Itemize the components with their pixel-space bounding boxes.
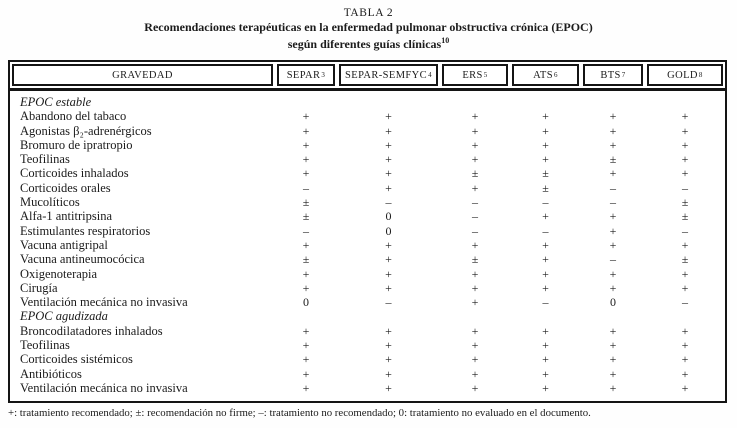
row-label: Vacuna antineumocócica [20, 252, 145, 267]
row-label: Cirugía [20, 280, 58, 295]
row-label: Estimulantes respiratorios [20, 223, 151, 238]
recommendation-value: + [609, 223, 617, 238]
recommendation-value: + [609, 166, 617, 181]
column-header-label: SEPAR [286, 69, 321, 81]
recommendation-value: + [302, 380, 310, 395]
recommendation-value: + [385, 266, 392, 281]
recommendation-value: + [609, 237, 617, 252]
row-label: Mucolíticos [20, 195, 80, 210]
recommendation-value: + [385, 380, 392, 395]
recommendation-value [275, 95, 337, 109]
recommendation-value: + [681, 137, 689, 152]
column-header-label: ATS [533, 69, 553, 81]
recommendation-value: + [385, 137, 392, 152]
table-row [10, 181, 725, 195]
recommendation-value: + [681, 338, 689, 353]
recommendation-value: – [303, 180, 309, 195]
recommendation-value: + [542, 380, 549, 395]
row-label: Vacuna antigripal [20, 237, 108, 252]
recommendation-value: 0 [385, 223, 392, 238]
recommendation-value: + [471, 366, 479, 381]
table-footnote: +: tratamiento recomendado; ±: recomendación no firme; –: tratamiento no recomendado; 0: tratamiento no evaluado en el documento. [8, 407, 591, 419]
column-header-box: SEPAR-SEMFYC 4 [339, 64, 438, 86]
recommendation-value: – [542, 223, 549, 238]
recommendations-table [8, 60, 727, 403]
recommendation-value: + [385, 180, 392, 195]
recommendation-value: ± [302, 252, 310, 267]
recommendation-value: + [542, 323, 549, 338]
table-row [10, 338, 725, 352]
recommendation-value [645, 309, 725, 323]
column-header-box: SEPAR 3 [277, 64, 335, 86]
recommendation-value: – [682, 180, 688, 195]
recommendation-value [510, 309, 581, 323]
recommendation-value: + [609, 323, 617, 338]
recommendation-value: + [609, 352, 617, 367]
recommendation-value: – [610, 195, 616, 210]
recommendation-value: ± [471, 252, 479, 267]
recommendation-value: + [385, 166, 392, 181]
recommendation-value: 0 [303, 295, 309, 310]
recommendation-value: – [610, 252, 616, 267]
recommendation-value: ± [471, 166, 479, 181]
recommendation-value: + [471, 352, 479, 367]
column-header-gold [645, 62, 725, 88]
table-row [10, 252, 725, 266]
column-header-separ-semfyc [337, 62, 440, 88]
column-header-label: ERS [462, 69, 483, 81]
table-row [10, 238, 725, 252]
recommendation-value: + [471, 137, 479, 152]
recommendation-value: + [385, 280, 392, 295]
recommendation-value: – [472, 195, 478, 210]
column-header-box: BTS 7 [583, 64, 643, 86]
recommendation-value: + [681, 109, 689, 124]
recommendation-value: + [471, 266, 479, 281]
recommendation-value: – [542, 195, 549, 210]
recommendation-value: 0 [385, 209, 392, 224]
table-row [10, 138, 725, 152]
recommendation-value: + [681, 152, 689, 167]
recommendation-value: + [681, 266, 689, 281]
table-row [10, 267, 725, 281]
table-body [10, 91, 725, 401]
table-row [10, 295, 725, 309]
recommendation-value: + [302, 166, 310, 181]
recommendation-value [510, 95, 581, 109]
column-header-label: BTS [600, 69, 621, 81]
recommendation-value: + [302, 266, 310, 281]
column-header-box: ATS 6 [512, 64, 579, 86]
column-header-ats [510, 62, 581, 88]
column-header-label: GRAVEDAD [112, 69, 173, 81]
row-label: Corticoides inhalados [20, 166, 129, 181]
row-label: EPOC agudizada [20, 309, 108, 324]
column-header-box [12, 64, 273, 86]
recommendation-value: + [609, 380, 617, 395]
column-header-label: GOLD [667, 69, 698, 81]
row-label: Bromuro de ipratropio [20, 137, 133, 152]
recommendation-value: + [302, 323, 310, 338]
recommendation-value: – [610, 180, 616, 195]
row-label: Teofilinas [20, 152, 70, 167]
recommendation-value: – [472, 209, 478, 224]
recommendation-value [337, 309, 440, 323]
recommendation-value: ± [681, 209, 689, 224]
recommendation-value: + [471, 109, 479, 124]
row-label: Corticoides sistémicos [20, 352, 133, 367]
recommendation-value: + [681, 166, 689, 181]
recommendation-value: – [472, 223, 478, 238]
column-header-box: ERS 5 [442, 64, 508, 86]
recommendation-value: + [542, 280, 549, 295]
column-header-gravedad [10, 62, 275, 88]
recommendation-value: + [302, 237, 310, 252]
recommendation-value: ± [302, 209, 310, 224]
recommendation-value: + [302, 137, 310, 152]
recommendation-value: + [542, 123, 549, 138]
recommendation-value: ± [302, 195, 310, 210]
recommendation-value: 0 [610, 295, 616, 310]
table-row [10, 381, 725, 395]
recommendation-value [337, 95, 440, 109]
recommendation-value: + [609, 280, 617, 295]
row-label: Abandono del tabaco [20, 109, 127, 124]
recommendation-value [275, 309, 337, 323]
recommendation-value: + [542, 338, 549, 353]
recommendation-value: – [385, 195, 392, 210]
recommendation-value: ± [542, 166, 549, 181]
table-row [10, 324, 725, 338]
recommendation-value [440, 309, 510, 323]
row-label: Alfa-1 antitripsina [20, 209, 112, 224]
table-row [10, 224, 725, 238]
recommendation-value [581, 95, 645, 109]
recommendation-value: + [302, 109, 310, 124]
recommendation-value: + [385, 123, 392, 138]
table-title-line2-text: según diferentes guías clínicas [287, 37, 442, 51]
recommendation-value: + [471, 338, 479, 353]
recommendation-value: + [385, 252, 392, 267]
recommendation-value: + [471, 295, 479, 310]
table-row [10, 166, 725, 180]
recommendation-value: – [542, 295, 549, 310]
recommendation-value: – [385, 295, 392, 310]
table-row [10, 209, 725, 223]
recommendation-value: + [471, 380, 479, 395]
recommendation-value: + [302, 352, 310, 367]
table-row [10, 352, 725, 366]
recommendation-value: – [682, 223, 688, 238]
column-header-bts [581, 62, 645, 88]
column-header-box: GOLD 8 [647, 64, 723, 86]
recommendation-value: + [609, 137, 617, 152]
recommendation-value: + [471, 323, 479, 338]
recommendation-value: + [681, 280, 689, 295]
row-label: Antibióticos [20, 366, 82, 381]
row-label: Corticoides orales [20, 180, 111, 195]
row-label: Agonistas β₂-adrenérgicos [20, 123, 152, 138]
table-row [10, 152, 725, 166]
recommendation-value: + [542, 252, 549, 267]
row-label: Oxigenoterapia [20, 266, 98, 281]
recommendation-value: + [471, 180, 479, 195]
recommendation-value: + [542, 352, 549, 367]
table-title-line1: Recomendaciones terapéuticas en la enfermedad pulmonar obstructiva crónica (EPOC) [144, 20, 593, 34]
section-row [10, 95, 725, 109]
row-label: Broncodilatadores inhalados [20, 323, 163, 338]
recommendation-value: + [302, 152, 310, 167]
recommendation-value: + [471, 237, 479, 252]
table-row [10, 367, 725, 381]
recommendation-value: ± [681, 252, 689, 267]
table-number: TABLA 2 [343, 7, 394, 19]
recommendation-value: + [542, 209, 549, 224]
recommendation-value: + [471, 123, 479, 138]
recommendation-value [645, 95, 725, 109]
section-row [10, 309, 725, 323]
table-row [10, 124, 725, 138]
recommendation-value: + [302, 366, 310, 381]
row-label: Teofilinas [20, 338, 70, 353]
recommendation-value: + [542, 237, 549, 252]
row-label: EPOC estable [20, 95, 92, 109]
recommendation-value: ± [542, 180, 549, 195]
recommendation-value: + [471, 152, 479, 167]
recommendation-value: + [385, 338, 392, 353]
recommendation-value: – [303, 223, 309, 238]
recommendation-value: + [542, 152, 549, 167]
recommendation-value: ± [609, 152, 617, 167]
column-header-ers [440, 62, 510, 88]
recommendation-value: + [681, 366, 689, 381]
recommendation-value: ± [681, 195, 689, 210]
row-label: Ventilación mecánica no invasiva [20, 380, 188, 395]
recommendation-value: + [542, 366, 549, 381]
recommendation-value: + [385, 237, 392, 252]
recommendation-value: + [681, 352, 689, 367]
recommendation-value: + [385, 152, 392, 167]
recommendation-value: + [681, 323, 689, 338]
table-row [10, 109, 725, 123]
recommendation-value: – [682, 295, 688, 310]
recommendation-value: + [609, 123, 617, 138]
table-row [10, 195, 725, 209]
recommendation-value [581, 309, 645, 323]
recommendation-value: + [542, 109, 549, 124]
recommendation-value: + [302, 123, 310, 138]
recommendation-value: + [542, 266, 549, 281]
title-reference-superscript: 10 [441, 36, 450, 45]
table-row [10, 281, 725, 295]
table-title-line2 [0, 34, 737, 51]
recommendation-value: + [609, 338, 617, 353]
row-label: Ventilación mecánica no invasiva [20, 295, 188, 310]
recommendation-value: + [385, 109, 392, 124]
recommendation-value: + [302, 280, 310, 295]
column-header-label: SEPAR-SEMFYC [345, 69, 428, 81]
recommendation-value: + [681, 380, 689, 395]
recommendation-value: + [542, 137, 549, 152]
recommendation-value: + [609, 366, 617, 381]
recommendation-value: + [385, 366, 392, 381]
recommendation-value: + [609, 209, 617, 224]
recommendation-value [440, 95, 510, 109]
recommendation-value: + [385, 323, 392, 338]
table-header-row [10, 62, 725, 91]
recommendation-value: + [609, 109, 617, 124]
recommendation-value: + [302, 338, 310, 353]
recommendation-value: + [681, 123, 689, 138]
recommendation-value: + [385, 352, 392, 367]
table-caption [0, 6, 737, 51]
column-header-separ [275, 62, 337, 88]
recommendation-value: + [609, 266, 617, 281]
recommendation-value: + [681, 237, 689, 252]
recommendation-value: + [471, 280, 479, 295]
